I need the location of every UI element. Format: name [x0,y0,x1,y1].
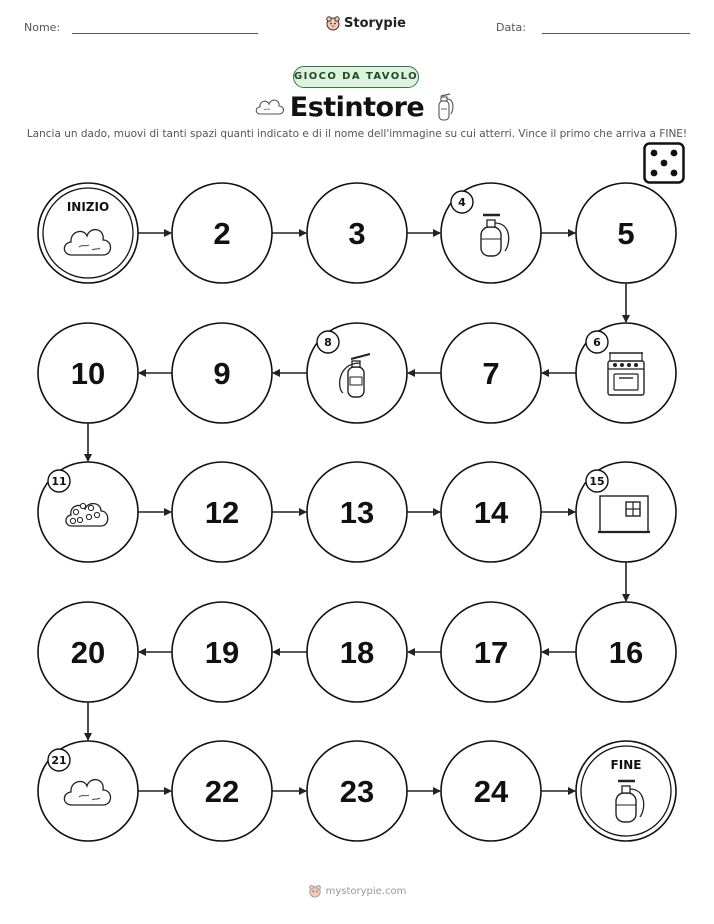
board-space-23 [307,741,407,841]
space-number: 15 [589,475,605,488]
board-space-19 [172,602,272,702]
board-space-8 [307,323,407,423]
space-number: 11 [51,475,67,488]
board-space-16 [576,602,676,702]
space-number: 9 [213,356,231,391]
name-label: Nome: [24,21,61,34]
space-number: 20 [70,635,106,670]
board-space-22 [172,741,272,841]
board-space-25 [576,741,676,841]
board-space-24 [441,741,541,841]
space-number: 19 [204,635,240,670]
space-number: 12 [204,495,240,530]
board-space-9 [172,323,272,423]
space-number: 6 [593,336,601,349]
board-space-20 [38,602,138,702]
board-space-5 [576,183,676,283]
space-number: 10 [70,356,106,391]
board-space-3 [307,183,407,283]
date-label: Data: [496,21,526,34]
space-number: 22 [204,774,240,809]
space-label: INIZIO [66,200,110,214]
space-number: 3 [348,216,366,251]
page-title: Estintore [289,92,425,123]
mascot-icon [308,884,322,898]
space-number: 4 [458,196,466,209]
board-space-18 [307,602,407,702]
space-number: 7 [482,356,500,391]
space-number: 16 [608,635,644,670]
space-number: 21 [51,754,67,767]
instructions: Lancia un dado, muovi di tanti spazi quanti indicato e di il nome dell'immagine su cui atterri. Vince il primo che arriva a FINE! [26,128,688,140]
board-space-13 [307,462,407,562]
board-space-14 [441,462,541,562]
board-space-1 [38,183,138,283]
board-space-21 [38,741,138,841]
space-number: 23 [339,774,375,809]
board-space-11 [38,462,138,562]
space-number: 2 [213,216,231,251]
space-number: 8 [324,336,332,349]
footer [0,884,714,898]
brand-name: Storypie [344,15,406,31]
board-space-15 [576,462,676,562]
footer-url: mystorypie.com [325,885,407,897]
space-number: 13 [339,495,375,530]
board-space-12 [172,462,272,562]
space-number: 17 [473,635,509,670]
board-space-6 [576,323,676,423]
board-space-4 [441,183,541,283]
board-space-10 [38,323,138,423]
space-label: FINE [610,758,642,772]
board-space-17 [441,602,541,702]
category-pill: GIOCO DA TAVOLO [293,66,419,88]
window-icon [598,496,650,532]
space-number: 5 [617,216,635,251]
space-number: 18 [339,635,375,670]
board-space-2 [172,183,272,283]
board-space-7 [441,323,541,423]
space-number: 14 [473,495,509,530]
space-number: 24 [473,774,509,809]
